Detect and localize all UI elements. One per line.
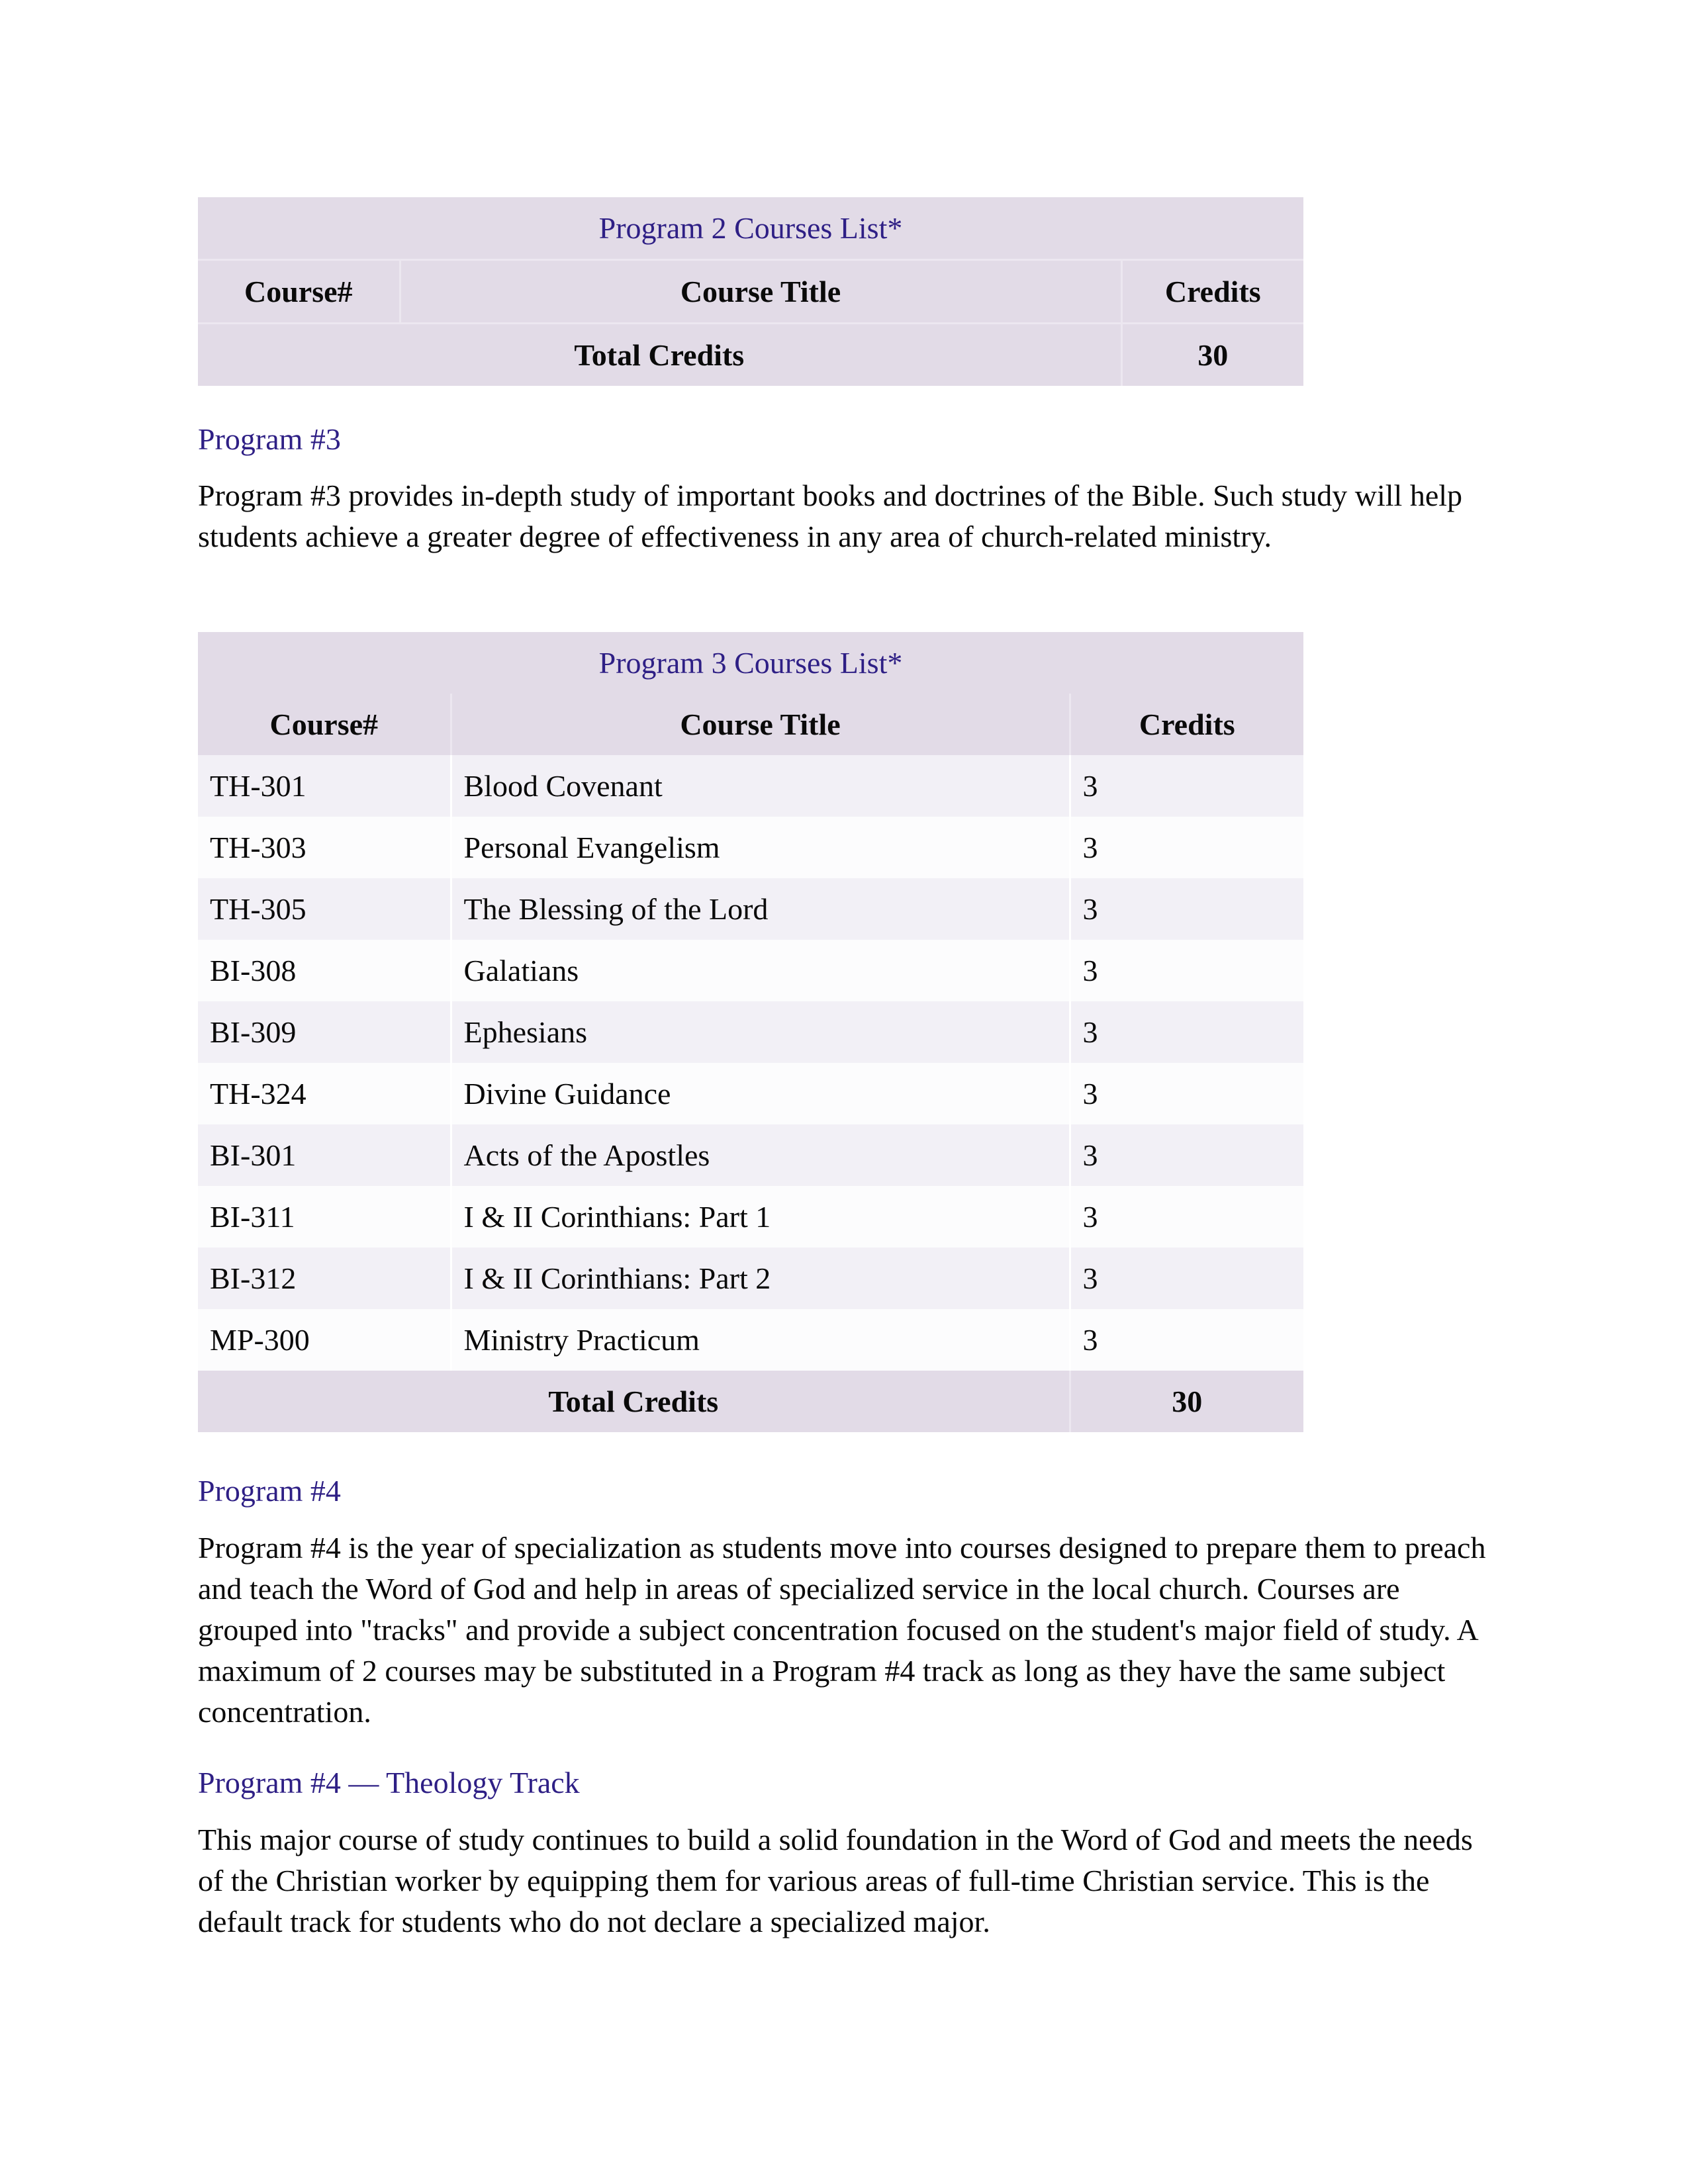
program4-heading: Program #4: [198, 1474, 341, 1508]
course-title: Ephesians: [451, 1001, 1070, 1063]
course-credits: 3: [1070, 1063, 1303, 1124]
course-credits: 3: [1070, 755, 1303, 817]
table-row: [198, 1124, 1303, 1186]
total-credits-label: Total Credits: [198, 324, 1121, 387]
table-row: [198, 1248, 1303, 1309]
course-number: TH-303: [198, 817, 451, 878]
credits-header: Credits: [1121, 260, 1303, 324]
table-row: [198, 1186, 1303, 1248]
course-title: The Blessing of the Lord: [451, 878, 1070, 940]
course-number: TH-324: [198, 1063, 451, 1124]
course-credits: 3: [1070, 1186, 1303, 1248]
course-credits: 3: [1070, 817, 1303, 878]
course-number: BI-311: [198, 1186, 451, 1248]
course-title-header: Course Title: [400, 260, 1121, 324]
course-title: Galatians: [451, 940, 1070, 1001]
theology-track-description: This major course of study continues to build a solid foundation in the Word of God and meets the needs of the Christian worker by equipping them for various areas of full-time Christian service. This is the default track for students who do not declare a specialized major.: [198, 1823, 1473, 1938]
table-row: [198, 878, 1303, 940]
table-row: [198, 1063, 1303, 1124]
course-title: Blood Covenant: [451, 755, 1070, 817]
course-credits: 3: [1070, 940, 1303, 1001]
course-credits: 3: [1070, 878, 1303, 940]
course-number-header: Course#: [198, 260, 400, 324]
program2-header-row: [198, 260, 1303, 324]
course-number-header: Course#: [198, 694, 451, 755]
course-number: BI-312: [198, 1248, 451, 1309]
table-row: [198, 817, 1303, 878]
course-number: MP-300: [198, 1309, 451, 1371]
course-number: BI-301: [198, 1124, 451, 1186]
course-credits: 3: [1070, 1248, 1303, 1309]
table-row: [198, 755, 1303, 817]
credits-header: Credits: [1070, 694, 1303, 755]
course-number: TH-305: [198, 878, 451, 940]
course-title: I & II Corinthians: Part 1: [451, 1186, 1070, 1248]
table-row: [198, 1001, 1303, 1063]
course-title: Divine Guidance: [451, 1063, 1070, 1124]
program2-courses-table: [198, 197, 1303, 386]
course-credits: 3: [1070, 1124, 1303, 1186]
course-credits: 3: [1070, 1309, 1303, 1371]
course-number: BI-308: [198, 940, 451, 1001]
program2-total-row: [198, 324, 1303, 387]
program3-description: Program #3 provides in-depth study of important books and doctrines of the Bible. Such study will help students achieve a greater degree of effectiveness in any area of church-related ministry.: [198, 478, 1463, 553]
program3-table-caption: Program 3 Courses List*: [198, 632, 1303, 694]
program3-courses-table: [198, 632, 1303, 1432]
course-title-header: Course Title: [451, 694, 1070, 755]
total-credits-label: Total Credits: [198, 1371, 1070, 1432]
table-row: [198, 940, 1303, 1001]
total-credits-value: 30: [1070, 1371, 1303, 1432]
course-title: Personal Evangelism: [451, 817, 1070, 878]
theology-track-heading: Program #4 — Theology Track: [198, 1766, 580, 1799]
program3-total-row: [198, 1371, 1303, 1432]
course-title: Ministry Practicum: [451, 1309, 1070, 1371]
table-row: [198, 1309, 1303, 1371]
program4-description: Program #4 is the year of specialization as students move into courses designed to prepare them to preach and teach the Word of God and help in areas of specialized service in the local church. Courses are grouped into "tracks" and provide a subject concentration focused on the student's major field of study. A maximum of 2 courses may be substituted in a Program #4 track as long as they have the same subject concentration.: [198, 1531, 1486, 1729]
total-credits-value: 30: [1121, 324, 1303, 387]
program2-table-caption: Program 2 Courses List*: [198, 197, 1303, 260]
course-title: I & II Corinthians: Part 2: [451, 1248, 1070, 1309]
course-credits: 3: [1070, 1001, 1303, 1063]
program3-heading: Program #3: [198, 422, 341, 456]
course-number: BI-309: [198, 1001, 451, 1063]
program3-header-row: [198, 694, 1303, 755]
course-title: Acts of the Apostles: [451, 1124, 1070, 1186]
course-number: TH-301: [198, 755, 451, 817]
